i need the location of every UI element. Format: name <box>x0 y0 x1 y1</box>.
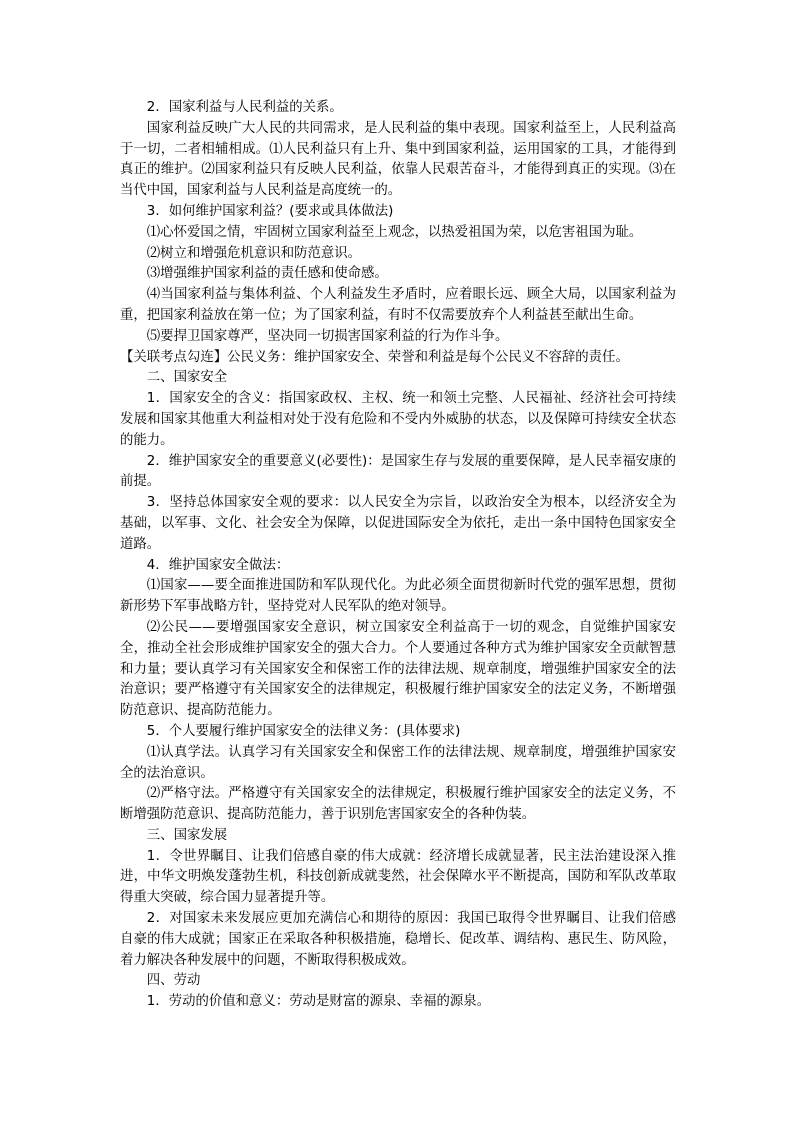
paragraph-19: ⑵严格守法。严格遵守有关国家安全的法律规定，积极履行维护国家安全的法定义务，不断增强防范意识、提高防范能力，善于识别危害国家安全的各种伪装。 <box>120 786 676 823</box>
section-heading-4: 四、劳动 <box>146 973 201 989</box>
paragraph-24: 1．劳动的价值和意义：劳动是财富的源泉、幸福的源泉。 <box>146 994 491 1010</box>
paragraph-7: ⑷当国家利益与集体利益、个人利益发生矛盾时，应着眼长远、顾全大局，以国家利益为重，把国家利益放在第一位；为了国家利益，有时不仅需要放弃个人利益甚至献出生命。 <box>120 287 676 323</box>
paragraph-16: ⑵公民——要增强国家安全意识，树立国家安全利益高于一切的观念，自觉维护国家安全，推动全社会形成维护国家安全的强大合力。个人要通过各种方式为维护国家安全贡献智慧和力量；要认真学习有关国家安全和保密工作的法律法规、规章制度，增强维护国家安全的法治意识；要严格遵守有关国家安全的法律规定，积极履行维护国家安全的法定义务，不断增强防范意识、提高防范能力。 <box>120 619 676 719</box>
paragraph-9: 【关联考点勾连】公民义务：维护国家安全、荣誉和利益是每个公民义不容辞的责任。 <box>120 349 629 365</box>
section-heading-3: 三、国家发展 <box>146 827 228 843</box>
paragraph-13: 3．坚持总体国家安全观的要求：以人民安全为宗旨，以政治安全为根本，以经济安全为基础，以军事、文化、社会安全为保障，以促进国际安全为依托，走出一条中国特色国家安全道路。 <box>120 495 676 552</box>
paragraph-8: ⑸要捍卫国家尊严，坚决同一切损害国家利益的行为作斗争。 <box>146 328 509 344</box>
paragraph-3: 3．如何维护国家利益？(要求或具体做法) <box>146 203 394 219</box>
paragraph-14: 4．维护国家安全做法： <box>146 557 290 573</box>
paragraph-22: 2．对国家未来发展应更加充满信心和期待的原因：我国已取得令世界瞩目、让我们倍感自豪的伟大成就；国家正在采取各种积极措施，稳增长、促改革、调结构、惠民生、防风险，着力解决各种发展中的问题，不断取得积极成效。 <box>120 911 676 968</box>
paragraph-21: 1．令世界瞩目、让我们倍感自豪的伟大成就：经济增长成就显著，民主法治建设深入推进，中华文明焕发蓬勃生机，科技创新成就斐然，社会保障水平不断提高，国防和军队改革取得重大突破，综合国力显著提升等。 <box>120 848 676 906</box>
paragraph-12: 2．维护国家安全的重要意义(必要性)：是国家生存与发展的重要保障，是人民幸福安康的前提。 <box>120 453 676 490</box>
paragraph-11: 1．国家安全的含义：指国家政权、主权、统一和领土完整、人民福祉、经济社会可持续发展和国家其他重大利益相对处于没有危险和不受内外威胁的状态，以及保障可持续安全状态的能力。 <box>120 391 676 448</box>
document-page <box>120 98 676 1013</box>
paragraph-2: 国家利益反映广大人民的共同需求，是人民利益的集中表现。国家利益至上，人民利益高于一切，二者相辅相成。⑴人民利益只有上升、集中到国家利益，运用国家的工具，才能得到真正的维护。⑵国家利益只有反映人民利益，依靠人民艰苦奋斗，才能得到真正的实现。⑶在当代中国，国家利益与人民利益是高度统一的。 <box>120 120 676 199</box>
paragraph-5: ⑵树立和增强危机意识和防范意识。 <box>146 245 362 261</box>
paragraph-6: ⑶增强维护国家利益的责任感和使命感。 <box>146 266 388 282</box>
paragraph-1: 2．国家利益与人民利益的关系。 <box>146 100 343 115</box>
paragraph-4: ⑴心怀爱国之情，牢固树立国家利益至上观念，以热爱祖国为荣，以危害祖国为耻。 <box>146 224 643 240</box>
section-heading-2: 二、国家安全 <box>146 370 228 386</box>
paragraph-15: ⑴国家——要全面推进国防和军队现代化。为此必须全面贯彻新时代党的强军思想，贯彻新形势下军事战略方针，坚持党对人民军队的绝对领导。 <box>120 578 676 615</box>
paragraph-18: ⑴认真学法。认真学习有关国家安全和保密工作的法律法规、规章制度，增强维护国家安全的法治意识。 <box>120 744 676 781</box>
paragraph-17: 5．个人要履行维护国家安全的法律义务：(具体要求) <box>146 723 461 739</box>
